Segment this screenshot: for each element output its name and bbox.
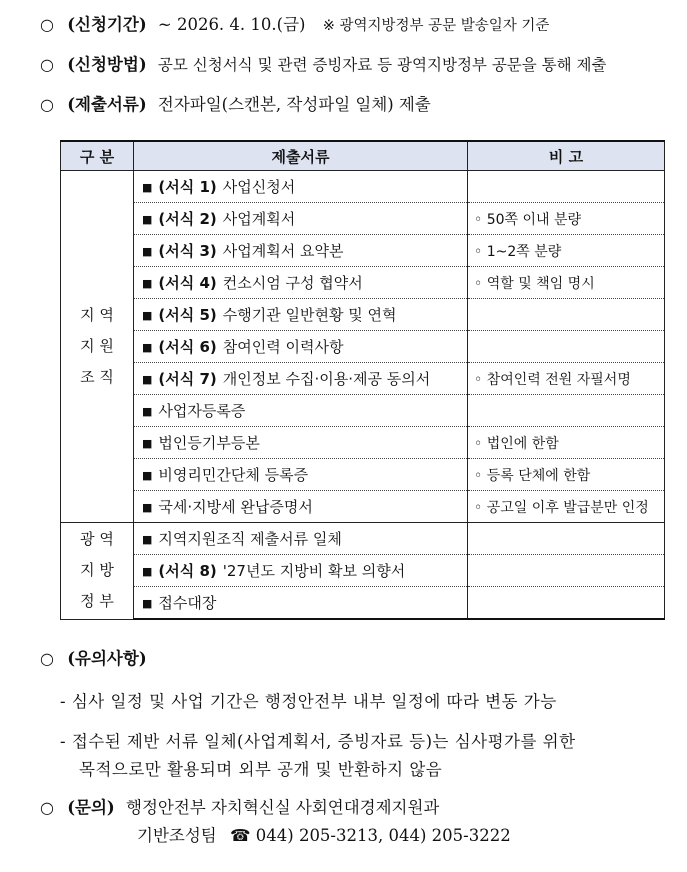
square-bullet-icon: ■ (142, 533, 153, 546)
document-cell (134, 299, 468, 331)
document-cell (134, 587, 468, 620)
period-heading: (신청기간) (67, 15, 147, 34)
document-name: 컨소시엄 구성 협약서 (222, 274, 363, 292)
remark-cell (468, 555, 665, 587)
document-cell (134, 331, 468, 363)
form-number: (서식 4) (158, 274, 217, 292)
bullet-contact (40, 797, 439, 819)
table-body (61, 171, 665, 620)
notice-item-2-cont: 목적으로만 활용되며 외부 공개 및 반환하지 않음 (79, 760, 443, 779)
notice-item-2: - 접수된 제반 서류 일체(사업계획서, 증빙자료 등)는 심사평가를 위한 (60, 732, 576, 751)
document-name: 수행기관 일반현황 및 연혁 (222, 306, 397, 324)
table-row (61, 299, 665, 331)
remark-cell: ◦ 참여인력 전원 자필서명 (468, 363, 665, 395)
contact-heading: (문의) (67, 798, 115, 817)
square-bullet-icon: ■ (142, 373, 153, 386)
notice-heading: (유의사항) (67, 649, 147, 668)
document-name: 지역지원조직 제출서류 일체 (158, 530, 342, 548)
document-name: 사업자등록증 (158, 402, 246, 420)
remark-cell (468, 171, 665, 203)
notice-item-1: - 심사 일정 및 사업 기간은 행정안전부 내부 일정에 따라 변동 가능 (60, 692, 557, 711)
category-label-line: 지 역 (80, 306, 114, 324)
remark-cell: ◦ 1~2쪽 분량 (468, 235, 665, 267)
remark-cell (468, 395, 665, 427)
header-remarks: 비 고 (468, 141, 665, 171)
document-cell (134, 203, 468, 235)
document-name: 사업계획서 요약본 (222, 242, 344, 260)
telephone-icon: ☎ (229, 826, 251, 845)
category-label-line: 지 방 (80, 561, 114, 580)
form-number: (서식 2) (158, 210, 217, 228)
category-label-line: 광 역 (80, 530, 114, 549)
remark-cell (468, 331, 665, 363)
table-header-row (61, 141, 665, 171)
table-row (61, 395, 665, 427)
category-label-line: 지 원 (80, 337, 114, 355)
square-bullet-icon: ■ (142, 181, 153, 194)
category-label-line: 정 부 (80, 592, 114, 611)
document-cell (134, 235, 468, 267)
square-bullet-icon: ■ (142, 437, 153, 450)
remark-cell: ◦ 50쪽 이내 분량 (468, 203, 665, 235)
table-row (61, 427, 665, 459)
table-row (61, 331, 665, 363)
square-bullet-icon: ■ (142, 213, 153, 226)
document-cell (134, 491, 468, 523)
circle-bullet-icon: ○ (40, 649, 54, 668)
header-documents: 제출서류 (134, 141, 468, 171)
bullet-method (40, 54, 607, 76)
table-row (61, 587, 665, 620)
document-cell (134, 363, 468, 395)
square-bullet-icon: ■ (142, 405, 153, 418)
bullet-notice (40, 648, 147, 670)
remark-cell: ◦ 법인에 한함 (468, 427, 665, 459)
document-cell (134, 459, 468, 491)
document-name: 비영리민간단체 등록증 (158, 466, 309, 484)
table-row (61, 555, 665, 587)
document-cell (134, 395, 468, 427)
document-name: 사업신청서 (222, 178, 296, 196)
bullet-period (40, 14, 549, 37)
remark-cell: ◦ 등록 단체에 한함 (468, 459, 665, 491)
square-bullet-icon: ■ (142, 341, 153, 354)
square-bullet-icon: ■ (142, 565, 153, 578)
document-name: 사업계획서 (222, 210, 296, 228)
document-name: 접수대장 (158, 594, 217, 612)
table-row (61, 203, 665, 235)
form-number: (서식 8) (158, 562, 217, 580)
document-name: 참여인력 이력사항 (222, 338, 344, 356)
category-cell (61, 171, 134, 523)
contact-team-line (137, 825, 511, 847)
form-number: (서식 7) (158, 370, 217, 388)
form-number: (서식 3) (158, 242, 217, 260)
contact-phones: 044) 205-3213, 044) 205-3222 (255, 826, 511, 845)
circle-bullet-icon: ○ (40, 95, 54, 114)
form-number: (서식 1) (158, 178, 217, 196)
square-bullet-icon: ■ (142, 277, 153, 290)
table-row (61, 235, 665, 267)
square-bullet-icon: ■ (142, 245, 153, 258)
remark-cell (468, 523, 665, 555)
table-row (61, 523, 665, 555)
document-cell (134, 171, 468, 203)
remark-cell: ◦ 공고일 이후 발급분만 인정 (468, 491, 665, 523)
document-cell (134, 427, 468, 459)
circle-bullet-icon: ○ (40, 55, 54, 74)
header-category: 구 분 (61, 141, 134, 171)
document-cell (134, 267, 468, 299)
table-row (61, 363, 665, 395)
document-name: 국세·지방세 완납증명서 (158, 498, 313, 516)
table-row (61, 171, 665, 203)
square-bullet-icon: ■ (142, 597, 153, 610)
document-cell (134, 523, 468, 555)
square-bullet-icon: ■ (142, 309, 153, 322)
table-row (61, 267, 665, 299)
remark-cell (468, 587, 665, 620)
square-bullet-icon: ■ (142, 501, 153, 514)
method-text: 공모 신청서식 및 관련 증빙자료 등 광역지방정부 공문을 통해 제출 (157, 56, 607, 74)
table-row (61, 491, 665, 523)
document-name: 법인등기부등본 (158, 434, 260, 452)
form-number: (서식 6) (158, 338, 217, 356)
remark-cell: ◦ 역할 및 책임 명시 (468, 267, 665, 299)
bullet-documents (40, 94, 431, 116)
document-name: '27년도 지방비 확보 의향서 (222, 562, 406, 580)
contact-department: 행정안전부 자치혁신실 사회연대경제지원과 (126, 798, 440, 817)
document-name: 개인정보 수집·이용·제공 동의서 (222, 370, 431, 388)
form-number: (서식 5) (158, 306, 217, 324)
submission-table (60, 140, 665, 620)
document-cell (134, 555, 468, 587)
documents-heading: (제출서류) (67, 95, 147, 114)
remark-cell (468, 299, 665, 331)
square-bullet-icon: ■ (142, 469, 153, 482)
category-cell (61, 523, 134, 620)
period-note: ※ 광역지방정부 공문 발송일자 기준 (322, 18, 550, 34)
method-heading: (신청방법) (67, 55, 147, 74)
circle-bullet-icon: ○ (40, 15, 54, 34)
circle-bullet-icon: ○ (40, 798, 54, 817)
category-label-line: 조 직 (80, 368, 114, 386)
documents-text: 전자파일(스캔본, 작성파일 일체) 제출 (157, 95, 431, 114)
period-text: ~ 2026. 4. 10.(금) (157, 15, 306, 34)
table-row (61, 459, 665, 491)
contact-team: 기반조성팀 (137, 826, 217, 845)
